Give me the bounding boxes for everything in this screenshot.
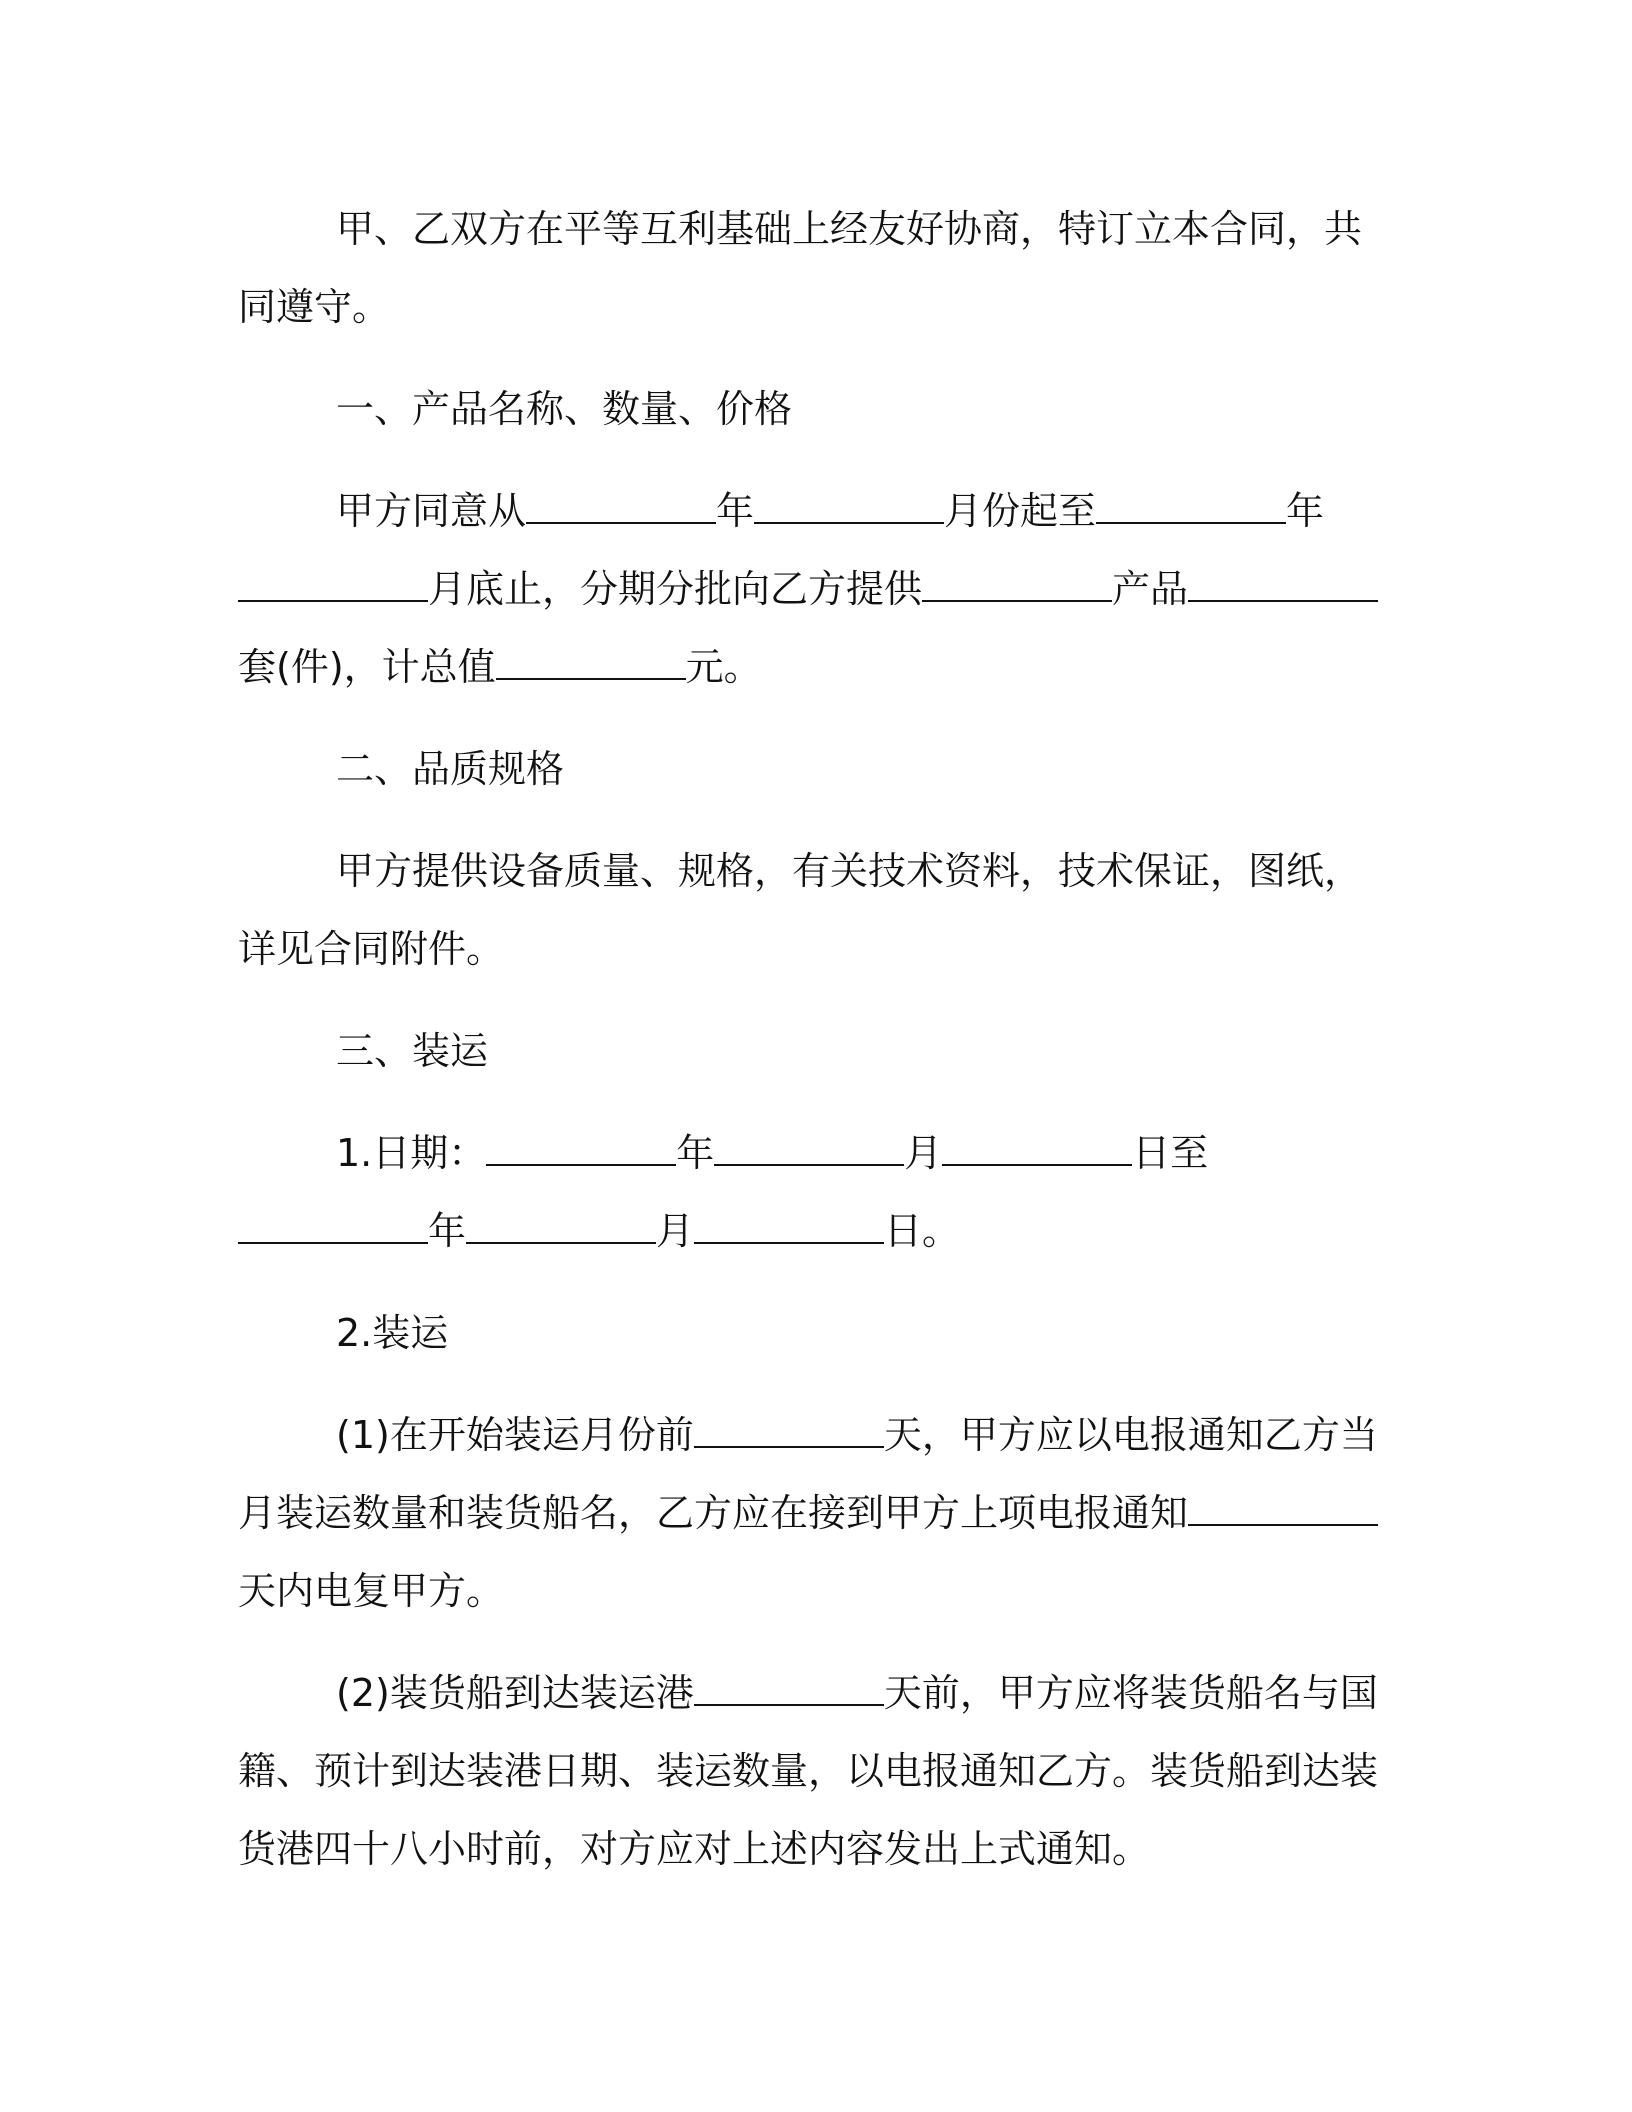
- shipping-clause-2: [238, 1654, 1398, 1888]
- subsection-heading-shipping: 2.装运: [336, 1311, 449, 1355]
- product-paragraph: [238, 472, 1398, 706]
- blank-field: [694, 1416, 884, 1448]
- blank-field: [526, 492, 716, 524]
- text: (2)装货船到达装运港: [336, 1671, 694, 1715]
- text: 1.日期：: [336, 1131, 487, 1175]
- blank-field: [486, 1134, 676, 1166]
- text: 年: [676, 1131, 715, 1175]
- blank-field: [238, 1212, 428, 1244]
- text: 年: [1286, 489, 1325, 533]
- text: 日至: [1132, 1131, 1209, 1175]
- blank-field: [922, 570, 1112, 602]
- section-heading-shipping: 三、装运: [336, 1029, 489, 1073]
- contract-page: [238, 190, 1398, 1888]
- text: 元。: [685, 645, 762, 689]
- blank-field: [754, 492, 944, 524]
- text: 甲方同意从: [336, 489, 527, 533]
- text: 天前，甲方应将装货船名与国籍、预计到达装港日期、装运数量，以电报通知乙方。装货船到达装货港四十八小时前，对方应对上述内容发出上式通知。: [238, 1671, 1379, 1871]
- text: 天，甲方应以电报通知乙方当月装运数量和装货船名，乙方应在接到甲方上项电报通知: [238, 1413, 1378, 1535]
- text: 月底止，分期分批向乙方提供: [428, 567, 923, 611]
- blank-field: [694, 1674, 884, 1706]
- text: 月份起至: [944, 489, 1097, 533]
- quality-paragraph: 甲方提供设备质量、规格，有关技术资料，技术保证，图纸，详见合同附件。: [238, 849, 1363, 971]
- text: (1)在开始装运月份前: [336, 1413, 694, 1457]
- text: 月: [656, 1209, 695, 1253]
- text: 月: [904, 1131, 943, 1175]
- blank-field: [1188, 1494, 1378, 1526]
- text: 天内电复甲方。: [238, 1569, 505, 1613]
- section-heading-quality: 二、品质规格: [336, 747, 565, 791]
- blank-field: [1096, 492, 1286, 524]
- shipping-clause-1: [238, 1396, 1398, 1630]
- section-heading-product: 一、产品名称、数量、价格: [336, 387, 793, 431]
- blank-field: [496, 648, 686, 680]
- blank-field: [238, 570, 428, 602]
- text: 产品: [1112, 567, 1189, 611]
- text: 套(件)，计总值: [238, 645, 496, 689]
- text: 年: [716, 489, 755, 533]
- blank-field: [1188, 570, 1378, 602]
- blank-field: [942, 1134, 1132, 1166]
- blank-field: [714, 1134, 904, 1166]
- date-paragraph: [238, 1114, 1398, 1270]
- text: 日。: [884, 1209, 961, 1253]
- text: 年: [428, 1209, 467, 1253]
- intro-paragraph: 甲、乙双方在平等互利基础上经友好协商，特订立本合同，共同遵守。: [238, 207, 1363, 329]
- blank-field: [694, 1212, 884, 1244]
- blank-field: [466, 1212, 656, 1244]
